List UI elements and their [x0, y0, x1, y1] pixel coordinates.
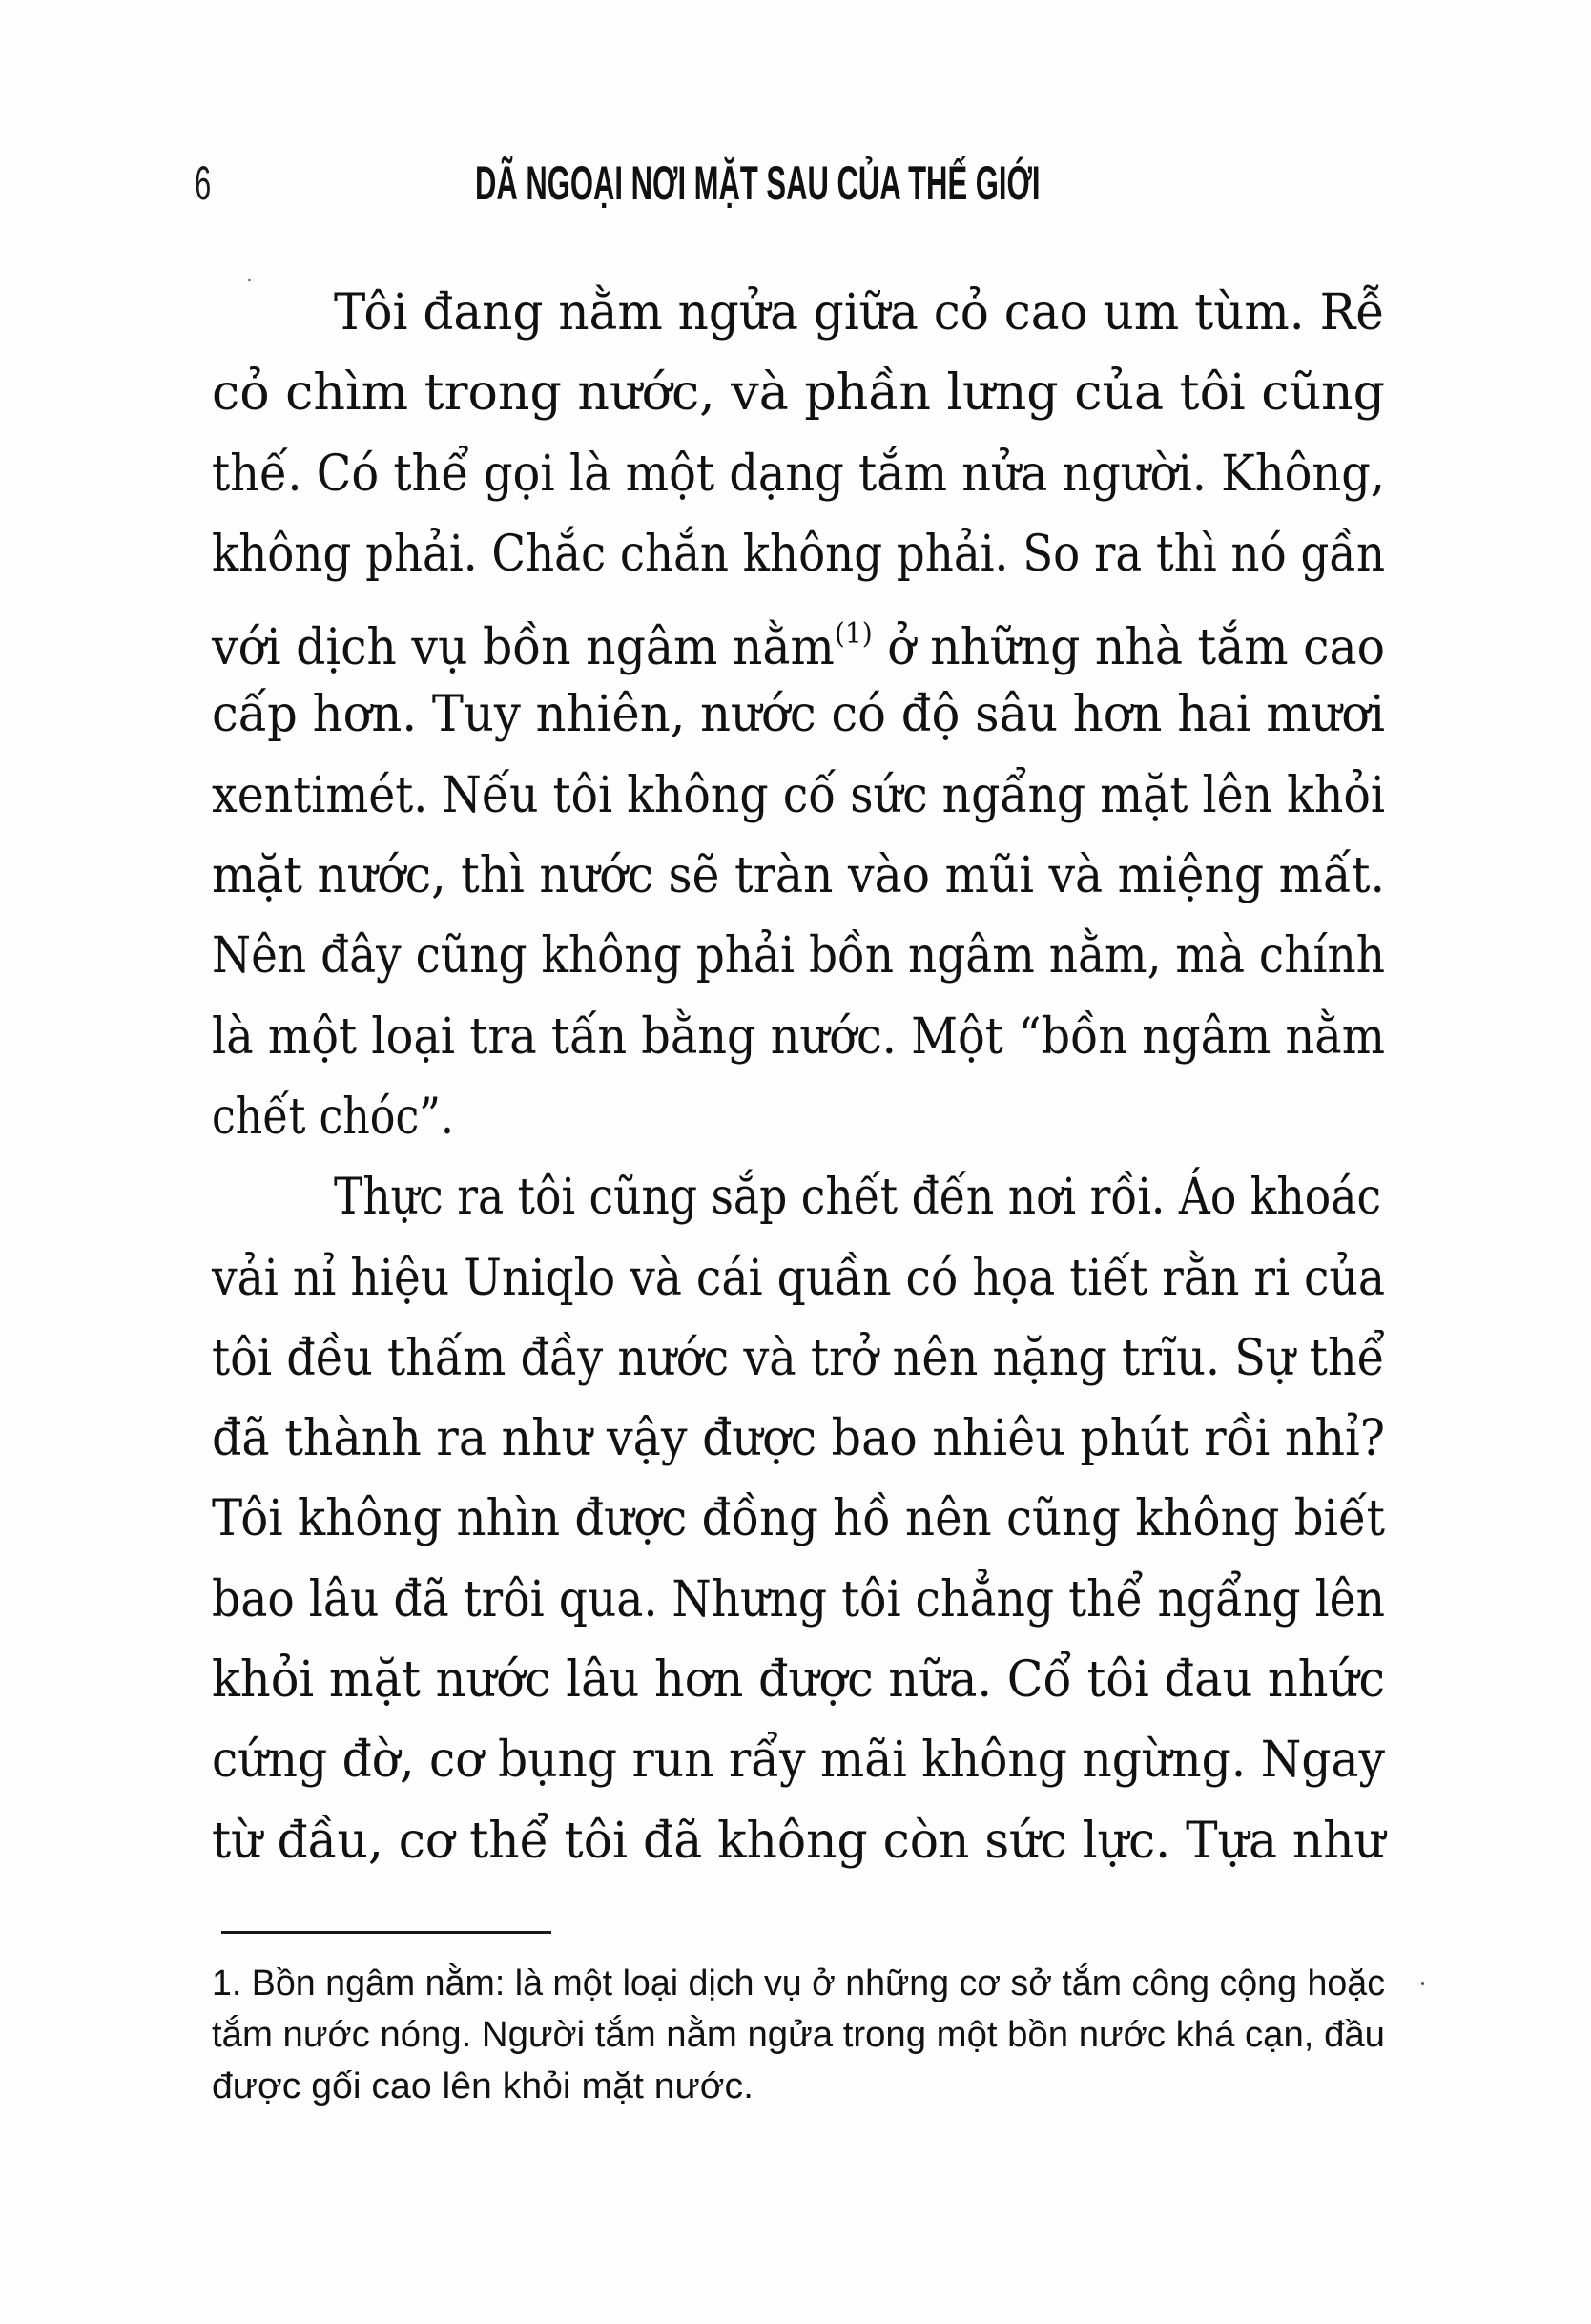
paragraph-line: cấp hơn. Tuy nhiên, nước có độ sâu hơn hai mươi [212, 686, 1385, 744]
paragraph-line: đã thành ra như vậy được bao nhiêu phút rồi nhỉ? [212, 1410, 1385, 1468]
line-text: ở những nhà tắm cao [887, 619, 1385, 677]
page-number: 6 [195, 156, 212, 210]
scan-speck [1421, 1982, 1424, 1985]
paragraph-line: Thực ra tôi cũng sắp chết đến nơi rồi. Áo khoác [334, 1169, 1381, 1227]
paragraph-line: khỏi mặt nước lâu hơn được nữa. Cổ tôi đau nhức [212, 1651, 1385, 1710]
paragraph-line [212, 594, 1385, 677]
body-text [212, 273, 1385, 1881]
footnotes [212, 1958, 1385, 2112]
running-title: DÃ NGOẠI NƠI MẶT SAU CỦA THẾ GIỚI [475, 156, 1041, 210]
paragraph-line: tôi đều thấm đầy nước và trở nên nặng trĩu. Sự thể [212, 1329, 1385, 1387]
page-header [0, 155, 1591, 212]
paragraph-line: xentimét. Nếu tôi không cố sức ngẩng mặt lên khỏi [212, 766, 1385, 824]
footnote-line: tắm nước nóng. Người tắm nằm ngửa trong một bồn nước khá cạn, đầu [212, 2015, 1385, 2055]
paragraph-line: Tôi không nhìn được đồng hồ nên cũng không biết [212, 1490, 1385, 1548]
paragraph-line: không phải. Chắc chắn không phải. So ra thì nó gần [212, 525, 1385, 583]
scan-speck [248, 279, 251, 281]
paragraph-line: mặt nước, thì nước sẽ tràn vào mũi và miệng mất. [212, 847, 1385, 905]
footnote-reference[interactable]: (1) [834, 617, 873, 652]
paragraph-line: bao lâu đã trôi qua. Nhưng tôi chẳng thể ngẩng lên [212, 1570, 1385, 1629]
line-text: với dịch vụ bồn ngâm nằm [212, 619, 835, 677]
paragraph-line: Nên đây cũng không phải bồn ngâm nằm, mà chính [212, 927, 1385, 986]
footnote-divider [221, 1931, 551, 1934]
paragraph-line: từ đầu, cơ thể tôi đã không còn sức lực. Tựa như [212, 1812, 1385, 1870]
paragraph-line: cứng đờ, cơ bụng run rẩy mãi không ngừng. Ngay [212, 1732, 1385, 1790]
paragraph-line: là một loại tra tấn bằng nước. Một “bồn ngâm nằm [212, 1007, 1385, 1066]
footnote-line: được gối cao lên khỏi mặt nước. [212, 2066, 754, 2106]
paragraph-line: thế. Có thể gọi là một dạng tắm nửa người. Không, [212, 445, 1385, 503]
paragraph-line: vải nỉ hiệu Uniqlo và cái quần có họa tiết rằn ri của [212, 1249, 1385, 1307]
paragraph-line: cỏ chìm trong nước, và phần lưng của tôi cũng [212, 364, 1385, 423]
footnote-line: 1. Bồn ngâm nằm: là một loại dịch vụ ở những cơ sở tắm công cộng hoặc [212, 1963, 1385, 2003]
paragraph-line: Tôi đang nằm ngửa giữa cỏ cao um tùm. Rễ [334, 284, 1385, 342]
paragraph-line: chết chóc”. [212, 1088, 454, 1146]
